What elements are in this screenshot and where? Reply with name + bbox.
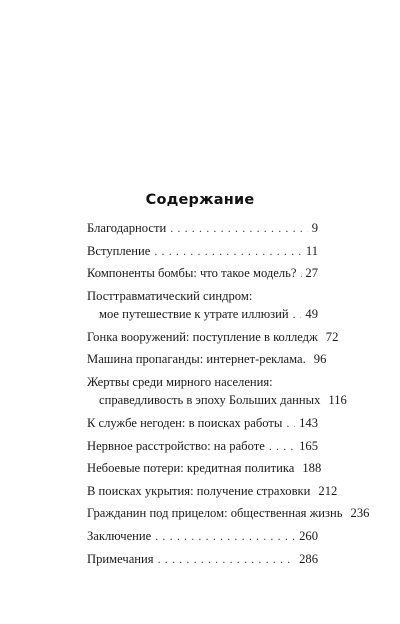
- toc-entry-chapter-7: [87, 437, 318, 455]
- toc-entry-title: В поисках укрытия: получение страховки: [87, 483, 311, 498]
- toc-entry-page: 72: [325, 329, 339, 344]
- toc-entry-chapter-6: [87, 414, 318, 432]
- toc-entry-title: мое путешествие к утрате иллюзий: [99, 307, 289, 322]
- toc-entry-chapter-8: [87, 459, 322, 477]
- toc-entry-page: 96: [313, 352, 327, 367]
- toc-entry-title: Компоненты бомбы: что такое модель?: [87, 266, 297, 281]
- dot-leader: [301, 264, 302, 282]
- toc-entry-page: 286: [299, 551, 318, 566]
- toc-entry-title: Заключение: [87, 528, 152, 543]
- toc-entry-conclusion: [87, 527, 318, 545]
- dot-leader: [158, 550, 296, 568]
- toc-entry-chapter-9: [87, 482, 338, 500]
- toc-entry-chapter-2: [87, 287, 318, 324]
- toc-entry-title: Гражданин под прицелом: общественная жизнь: [87, 506, 343, 521]
- dot-leader: [154, 242, 302, 260]
- toc-entry-title: Вступление: [87, 243, 151, 258]
- toc-entry-chapter-1: [87, 264, 318, 282]
- toc-entry-chapter-4: [87, 350, 327, 368]
- toc-entry-page: 9: [311, 221, 318, 235]
- dot-leader: [286, 414, 295, 432]
- toc-entry-notes: [87, 550, 318, 568]
- toc-entry-title-line1: Посттравматический синдром:: [87, 288, 253, 303]
- toc-entry-introduction: [87, 242, 318, 260]
- toc-entry-page: 11: [305, 243, 318, 258]
- toc-entry-title: Примечания: [87, 551, 154, 566]
- toc-entry-page: 165: [299, 438, 318, 453]
- toc-entry-title: Гонка вооружений: поступление в колледж: [87, 329, 318, 344]
- toc-entry-chapter-10: [87, 504, 370, 522]
- toc-entry-page: 260: [299, 528, 318, 543]
- toc-entry-chapter-5: [87, 373, 347, 410]
- toc-entry-title: справедливость в эпоху Больших данных: [99, 393, 321, 408]
- toc-entry-title: Благодарности: [87, 221, 167, 235]
- toc-entry-acknowledgements: [87, 219, 318, 237]
- dot-leader: [269, 437, 295, 455]
- toc-entry-title-line1: Жертвы среди мирного населения:: [87, 374, 273, 389]
- toc-entry-page: 27: [305, 266, 318, 281]
- toc-entry-title: Нервное расстройство: на работе: [87, 438, 265, 453]
- toc-entry-page: 188: [302, 461, 322, 476]
- toc-heading: Содержание: [145, 192, 255, 208]
- toc-entry-page: 143: [299, 415, 318, 430]
- toc-entry-title: Машина пропаганды: интернет-реклама.: [87, 352, 306, 367]
- dot-leader: [155, 527, 295, 545]
- toc-entry-title: Небоевые потери: кредитная политика: [87, 461, 295, 476]
- toc-entry-chapter-3: [87, 328, 339, 346]
- toc-entry-page: 212: [318, 483, 338, 498]
- dot-leader: [293, 305, 302, 323]
- toc-entry-title: К службе негоден: в поисках работы: [87, 415, 283, 430]
- toc-entry-page: 116: [328, 393, 347, 408]
- toc-entry-page: 236: [350, 506, 370, 521]
- table-of-contents: [87, 219, 370, 572]
- dot-leader: [170, 219, 308, 237]
- toc-entry-page: 49: [305, 307, 318, 322]
